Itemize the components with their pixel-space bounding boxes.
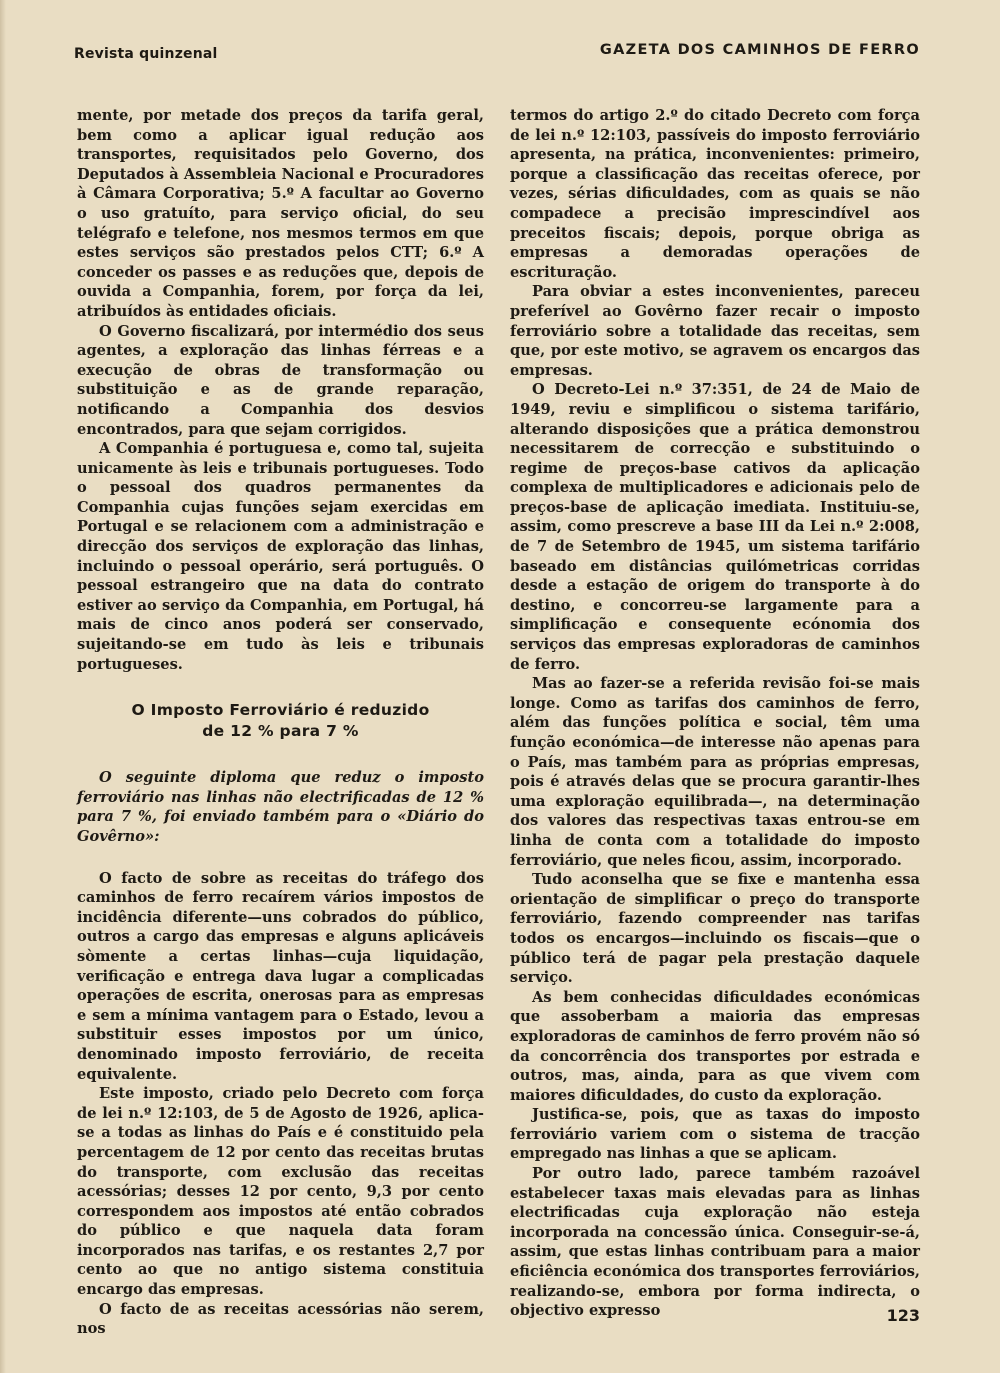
paragraph: Este imposto, criado pelo Decreto com força de lei n.º 12:103, de 5 de Agosto de 1926, aplica-se a todas as linhas do País e é constituido pela percentagem de 12 por cento das receitas brutas do transporte, com exclusão das receitas acessórias; desses 12 por cento, 9,3 por cento correspondem aos impostos até então cobrados do público e que naquela data foram incorporados nas tarifas, e os restantes 2,7 por cento ao que no antigo sistema constituia encargo das empresas. xyxy=(77,1085,484,1299)
page-edge xyxy=(0,0,6,1373)
paragraph: O Decreto-Lei n.º 37:351, de 24 de Maio de 1949, reviu e simplificou o sistema tarifário, alterando disposições que a prática demonstrou necessitarem de correcção e substituindo o regime de preços-base cativos da aplicação complexa de multiplicadores e adicionais pelo de preços-base de aplicação imediata. Instituiu-se, assim, como prescreve a base III da Lei n.º 2:008, de 7 de Setembro de 1945, um sistema tarifário baseado em distâncias quilómetricas corridas desde a estação de origem do transporte à do destino, e concorreu-se largamente para a simplificação e consequente ecónomia dos serviços das empresas exploradoras de caminhos de ferro. xyxy=(510,381,920,673)
section-heading xyxy=(77,700,484,742)
paragraph: As bem conhecidas dificuldades económicas que assoberbam a maioria das empresas exploradoras de caminhos de ferro provém não só da concorrência dos transportes por estrada e outros, mas, ainda, para as que vivem com maiores dificuldades, do custo da exploração. xyxy=(510,988,920,1104)
section-heading-line: de 12 % para 7 % xyxy=(202,722,359,741)
paragraph: Para obviar a estes inconvenientes, pareceu preferível ao Govêrno fazer recair o imposto ferroviário sobre a totalidade das receitas, sem que, por este motivo, se agravem os encargos das empresas. xyxy=(510,283,920,379)
paragraph: termos do artigo 2.º do citado Decreto com força de lei n.º 12:103, passíveis do imposto ferroviário apresenta, na prática, inconvenientes: primeiro, porque a classificação das receitas oferece, por vezes, sérias dificuldades, com as quais se não compadece a precisão imprescindível aos preceitos fiscais; depois, porque obriga as empresas a demoradas operações de escrituração. xyxy=(510,107,920,281)
paragraph: A Companhia é portuguesa e, como tal, sujeita unicamente às leis e tribunais portugueses. Todo o pessoal dos quadros permanentes da Companhia cujas funções sejam exercidas em Portugal e se relacionem com a administração e direcção dos serviços de exploração das linhas, incluindo o pessoal operário, será português. O pessoal estrangeiro que na data do contrato estiver ao serviço da Companhia, em Portugal, há mais de cinco anos poderá ser conservado, sujeitando-se em tudo às leis e tribunais portugueses. xyxy=(77,440,484,673)
page-number: 123 xyxy=(886,1306,920,1325)
left-column xyxy=(77,106,484,1339)
right-column xyxy=(510,106,920,1321)
paragraph: O facto de sobre as receitas do tráfego dos caminhos de ferro recaírem vários impostos de incidência diferente—uns cobrados do público, outros a cargo das empresas e alguns aplicáveis sòmente a certas linhas—cuja liquidação, verificação e entrega dava lugar a complicadas operações de escrita, onerosas para as empresas e sem a mínima vantagem para o Estado, levou a substituir esses impostos por um único, denominado imposto ferroviário, de receita equivalente. xyxy=(77,869,484,1083)
paragraph: Justifica-se, pois, que as taxas do imposto ferroviário variem com o sistema de tracção empregado nas linhas a que se aplicam. xyxy=(510,1106,920,1163)
paragraph: O Governo fiscalizará, por intermédio dos seus agentes, a exploração das linhas férreas e a execução de obras de transformação ou substituição e as de grande reparação, notificando a Companhia dos desvios encontrados, para que sejam corrigidos. xyxy=(77,322,484,438)
header-periodicity: Revista quinzenal xyxy=(74,46,218,62)
paragraph: mente, por metade dos preços da tarifa geral, bem como a aplicar igual redução aos transportes, requisitados pelo Governo, dos Deputados à Assembleia Nacional e Procuradores à Câmara Corporativa; 5.º A facultar ao Governo o uso gratuíto, para serviço oficial, do seu telégrafo e telefone, nos mesmos termos em que estes serviços são prestados pelos CTT; 6.º A conceder os passes e as reduções que, depois de ouvida a Companhia, forem, por força da lei, atribuídos às entidades oficiais. xyxy=(77,107,484,320)
header-publication-title: GAZETA DOS CAMINHOS DE FERRO xyxy=(599,42,920,58)
page-header xyxy=(74,40,920,66)
paragraph: Tudo aconselha que se fixe e mantenha essa orientação de simplificar o preço do transporte ferroviário, fazendo compreender nas tarifas todos os encargos—incluindo os fiscais—que o público terá de pagar pela prestação daquele serviço. xyxy=(510,871,920,987)
paragraph: O facto de as receitas acessórias não serem, nos xyxy=(77,1300,484,1338)
paragraph: Por outro lado, parece também razoável estabelecer taxas mais elevadas para as linhas electrificadas cuja exploração não esteja incorporada na concessão única. Conseguir-se-á, assim, que estas linhas contribuam para a maior eficiência económica dos transportes ferroviários, realizando-se, embora por forma indirecta, o objectivo expresso xyxy=(510,1165,920,1320)
section-heading-line: O Imposto Ferroviário é reduzido xyxy=(131,701,430,720)
paragraph: Mas ao fazer-se a referida revisão foi-se mais longe. Como as tarifas dos caminhos de ferro, além das funções política e social, têm uma função económica—de interesse não apenas para o País, mas também para as próprias empresas, pois é através delas que se procura garantir-lhes uma exploração equilibrada—, na determinação dos valores das respectivas taxas entrou-se em linha de conta com a totalidade do imposto ferroviário, que neles ficou, assim, incorporado. xyxy=(510,675,920,869)
intro-paragraph: O seguinte diploma que reduz o imposto ferroviário nas linhas não electrificadas de 12 % para 7 %, foi enviado também para o «Diário do Govêrno»: xyxy=(77,769,484,845)
